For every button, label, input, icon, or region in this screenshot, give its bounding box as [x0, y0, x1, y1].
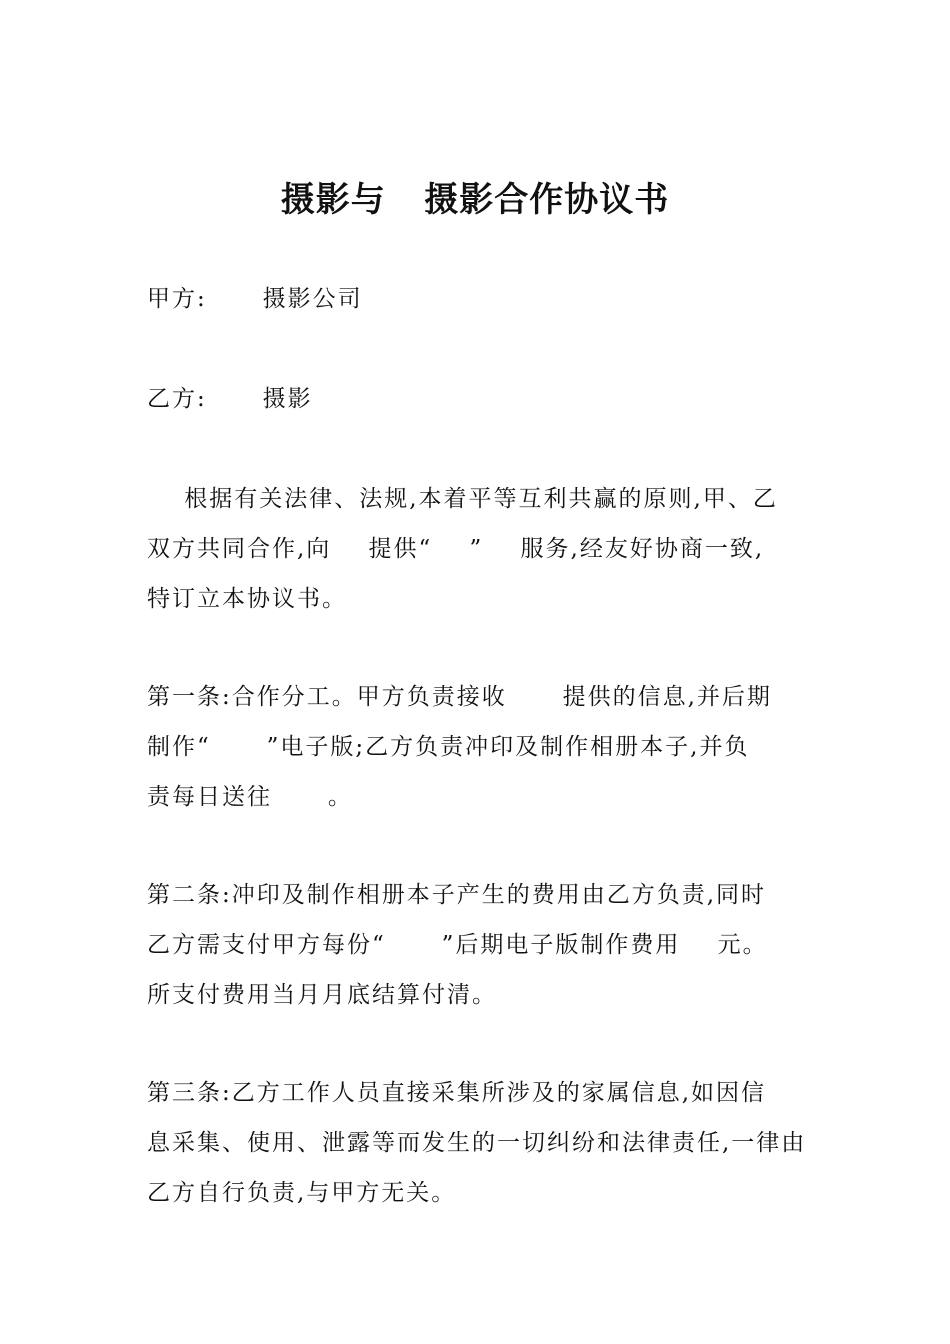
article-1-line-2: 制作“ ”电子版;乙方负责冲印及制作相册本子,并负	[147, 734, 750, 760]
article-2-line-2: 乙方需支付甲方每份“ ”后期电子版制作费用 元。	[147, 932, 768, 958]
article-1-line-1: 第一条:合作分工。甲方负责接收 提供的信息,并后期	[147, 684, 772, 710]
article-3-line-2: 息采集、使用、泄露等而发生的一切纠纷和法律责任,一律由	[147, 1130, 807, 1156]
party-b-line: 乙方: 摄影	[147, 386, 313, 412]
article-1-line-3: 责每日送往 。	[147, 784, 353, 810]
preamble-line-1: 根据有关法律、法规,本着平等互利共赢的原则,甲、乙	[147, 486, 778, 512]
article-2-line-3: 所支付费用当月月底结算付清。	[147, 982, 497, 1008]
article-2-line-1: 第二条:冲印及制作相册本子产生的费用由乙方负责,同时	[147, 882, 767, 908]
article-3-line-3: 乙方自行负责,与甲方无关。	[147, 1180, 457, 1206]
preamble-line-3: 特订立本协议书。	[147, 586, 347, 612]
document-title: 摄影与 摄影合作协议书	[280, 180, 670, 220]
party-a-line: 甲方: 摄影公司	[147, 286, 363, 312]
preamble-line-2: 双方共同合作,向 提供“ ” 服务,经友好协商一致,	[147, 536, 765, 562]
article-3-line-1: 第三条:乙方工作人员直接采集所涉及的家属信息,如因信	[147, 1080, 767, 1106]
